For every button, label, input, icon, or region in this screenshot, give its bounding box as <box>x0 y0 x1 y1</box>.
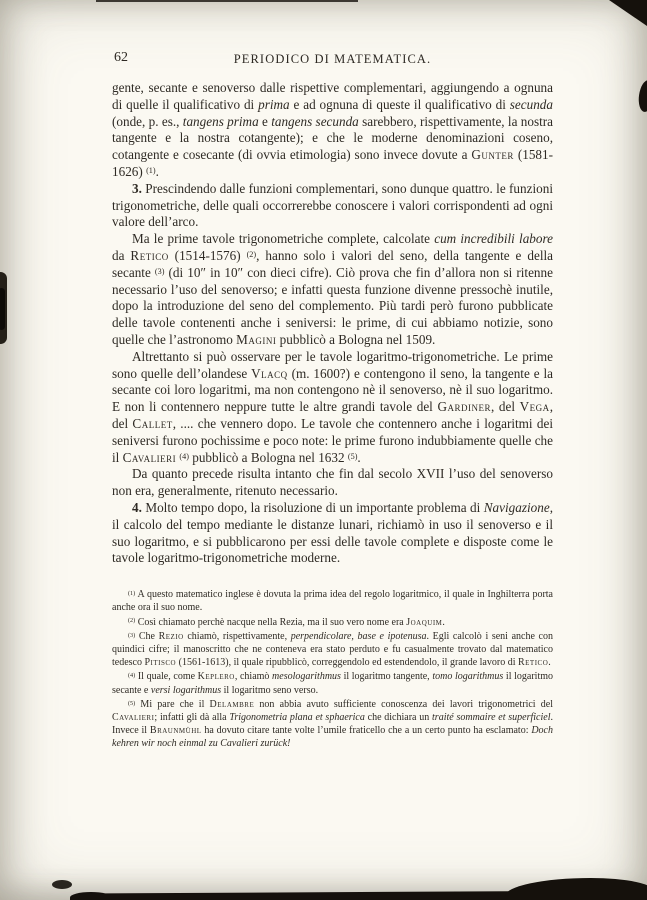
text-segment: Cavalieri <box>112 711 155 723</box>
page-header <box>112 50 553 68</box>
text-segment: sarebbero, rispettivamente, la nostra tangente e la nostra cotangente); e che le moderne denominazioni coseno, cotangente e cosecante (di ovvia etimologia) sono invece dovute a <box>112 113 554 163</box>
footnote-1 <box>112 588 553 614</box>
text-segment: non abbia avuto sufficiente conoscenza dei lavori trigonometrici del <box>254 698 553 710</box>
footnote-5 <box>112 698 553 751</box>
text-segment: tomo logarithmus <box>432 671 504 683</box>
text-segment: . Invece il <box>112 711 553 737</box>
text-segment: . <box>357 449 361 465</box>
text-segment: versi logarithmus <box>150 684 222 696</box>
text-segment: il logaritmo seno verso. <box>221 684 319 696</box>
text-segment: gente, secante e senoverso dalle rispettive complementari, aggiungendo a ognuna di quelle il qualificativo di <box>112 80 553 112</box>
text-segment: il logaritmo secante e <box>112 671 554 696</box>
text-segment: (1) <box>128 589 136 597</box>
scan-artifact-left-edge-streak-dark <box>0 288 5 330</box>
text-segment: (5) <box>128 699 136 707</box>
scan-artifact-bottom-right-blot <box>505 878 647 900</box>
text-segment: . <box>155 163 159 179</box>
text-segment: (1561-1613), il quale ripubblicò, correggendolo ed estendendolo, il grande lavoro di <box>176 657 518 669</box>
text-segment: Magini <box>236 331 277 347</box>
scan-artifact-top-edge-line <box>96 0 358 2</box>
text-segment: Navigazione <box>483 499 550 515</box>
scan-artifact-bottom-left-spot <box>52 880 72 889</box>
paragraph-3 <box>112 231 553 349</box>
paragraph-5 <box>112 466 553 500</box>
text-segment: che dichiara un <box>364 711 433 723</box>
page-number: 62 <box>114 50 128 65</box>
text-segment: (1514-1576) <box>168 247 247 263</box>
text-segment: il logaritmo tangente, <box>340 671 433 683</box>
text-segment: Ma le prime tavole trigonometriche complete, calcolate <box>132 231 435 247</box>
text-segment: (onde, p. es., <box>112 113 183 129</box>
text-segment: perpendicolare, base e ipotenusa <box>290 630 427 642</box>
text-segment: Joaquim <box>406 616 443 628</box>
text-segment: Keplero <box>197 671 235 683</box>
text-segment: tangens prima <box>182 113 259 129</box>
text-segment: . Egli calcolò i seni anche con quindici cifre; il manoscritto che ne conteneva era stato perduto e fu casualmente trovato dal matematico tedesco <box>112 630 553 669</box>
text-segment: pubblicò a Bologna nel 1632 <box>188 449 348 465</box>
text-segment: 4. <box>132 499 142 515</box>
text-segment: Il quale, come <box>135 671 198 683</box>
text-segment: Vlacq <box>251 365 288 381</box>
text-segment: Prescindendo dalle funzioni complementari, sono dunque quattro. le funzioni trigonometriche, delle quali occorrerebbe conoscere i valori corrispondenti ad ogni valore dell’arco. <box>112 180 553 230</box>
text-segment: Gardiner <box>437 399 491 415</box>
text-segment: (3) <box>128 631 136 639</box>
text-segment: Doch kehren wir noch einmal zu Cavalieri zurück! <box>112 725 553 750</box>
footnotes <box>112 588 553 750</box>
text-segment: Cavalieri <box>122 449 177 465</box>
paragraph-1 <box>112 80 553 181</box>
text-segment: mesologarithmus <box>272 671 341 683</box>
text-segment: , .... che vennero dopo. Le tavole che contennero anche i logaritmi dei seniversi furono pochissime e poco note: le prime furono indubbiamente quelle che il <box>112 415 553 465</box>
text-segment: (4) <box>179 451 189 461</box>
scan-artifact-bottom-band <box>78 891 647 900</box>
text-segment: e ad ognuna di queste il qualificativo di <box>289 96 510 112</box>
text-segment: Gunter <box>471 147 514 163</box>
text-segment: secunda <box>509 96 553 112</box>
text-segment: Altrettanto si può osservare per le tavole logaritmo-trigonometriche. Le prime sono quelle dell’olandese <box>112 348 553 381</box>
text-segment: traité sommaire et superficiel <box>432 711 551 723</box>
text-segment: , chiamò <box>234 671 273 683</box>
footnote-3 <box>112 630 553 670</box>
text-segment: (1581-1626) <box>112 147 553 179</box>
text-segment: Pitisco <box>144 657 177 669</box>
text-segment: chiamò, rispettivamente, <box>183 630 291 642</box>
text-segment: Retico <box>517 657 549 669</box>
text-segment: Callet <box>132 415 173 431</box>
body-text <box>112 80 553 752</box>
text-segment: cum incredibili labore <box>434 231 553 247</box>
text-segment: Mi pare che il <box>135 698 210 710</box>
running-title: PERIODICO DI MATEMATICA. <box>233 52 432 66</box>
text-segment: Trigonometria plana et sphaerica <box>229 711 365 723</box>
text-segment: , il calcolo del tempo mediante le distanze lunari, richiamò in uso il senoverso e il suo logaritmo, e si pubblicarono per essi delle tavole complete e disposte come le tavole logaritmo-trigonometriche moderne. <box>112 499 553 566</box>
text-segment: e <box>258 113 272 129</box>
scan-artifact-left-edge-streak <box>0 272 7 344</box>
text-segment: . <box>442 616 445 628</box>
paragraph-6 <box>112 500 553 567</box>
text-segment: Retico <box>130 247 169 263</box>
footnote-2 <box>112 616 553 629</box>
text-segment: (2) <box>246 250 257 260</box>
text-segment: Rezio <box>158 630 184 642</box>
text-segment: A questo matematico inglese è dovuta la prima idea del regolo logaritmico, il quale in Inghilterra porta anche ora il suo nome. <box>112 589 553 614</box>
scan-artifact-top-right-corner <box>609 0 647 26</box>
text-segment: Braunmühl <box>149 725 202 737</box>
text-segment: Che <box>135 630 159 642</box>
text-segment: ha dovuto citare tante volte l’umile fraticello che a un certo punto ha esclamato: <box>201 725 532 737</box>
text-segment: (1) <box>146 166 156 176</box>
paragraph-2 <box>112 181 553 231</box>
text-segment: , del <box>491 399 520 415</box>
text-segment: (di 10″ in 10″ con dieci cifre). Ciò prova che fin d’allora non si ritenne necessario l’uso del senoverso; e infatti questa funzione divenne pressochè inutile, dopo la introduzione del seno del complemento. Più tardi però furono pubblicate delle tavole contenenti anche i seniversi: le prime, di cui abbiamo notizie, sono quelle che l’astronomo <box>112 264 553 347</box>
text-segment: Da quanto precede risulta intanto che fin dal secolo XVII l’uso del senoverso non era, generalmente, ritenuto necessario. <box>112 466 553 499</box>
text-segment: tangens secunda <box>271 113 359 129</box>
scan-artifact-right-edge-blot <box>637 79 647 113</box>
text-segment: prima <box>258 96 290 112</box>
scan-artifact-bottom-left-blot <box>70 892 112 900</box>
text-segment: ; infatti gli dà alla <box>154 711 230 723</box>
text-segment: (m. 1600?) e contengono il seno, la tangente e la secante coi loro logaritmi, ma non contengono nè il senoverso, nè il suo logaritmo. E non li contennero neppure tutte le altre grandi tavole del <box>112 365 553 415</box>
text-segment: Così chiamato perchè nacque nella Rezia, ma il suo vero nome era <box>135 616 407 628</box>
text-segment: (5) <box>347 451 358 461</box>
text-segment: 3. <box>132 180 142 196</box>
text-segment: (4) <box>128 672 136 680</box>
text-segment: da <box>112 247 131 263</box>
text-segment: , hanno solo i valori del seno, della tangente e della secante <box>112 247 554 280</box>
text-segment: Molto tempo dopo, la risoluzione di un importante problema di <box>141 499 484 515</box>
text-segment: . <box>548 657 551 669</box>
text-segment: pubblicò a Bologna nel 1509. <box>276 331 436 347</box>
text-segment: (2) <box>128 617 136 625</box>
paragraph-4 <box>112 349 553 467</box>
text-segment: Vega <box>519 399 550 415</box>
text-segment: Delambre <box>209 698 255 710</box>
footnote-4 <box>112 670 553 696</box>
text-segment: (3) <box>154 266 165 276</box>
text-segment: , del <box>112 399 553 431</box>
